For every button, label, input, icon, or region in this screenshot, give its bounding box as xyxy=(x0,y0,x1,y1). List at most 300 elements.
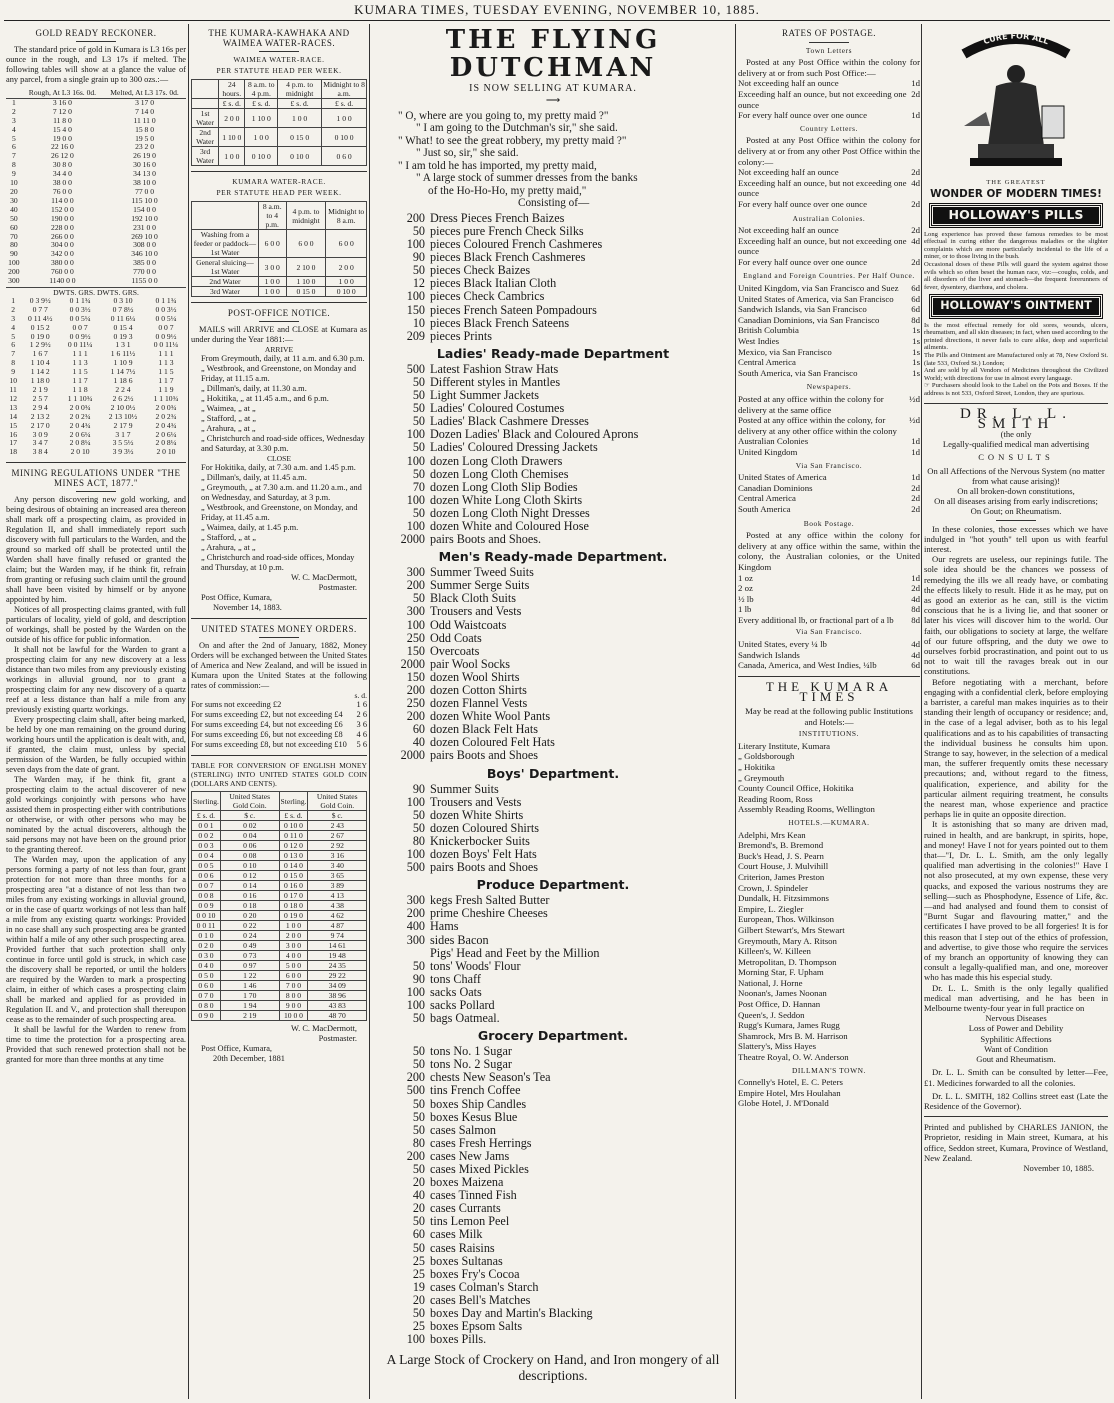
table-header: Sterling. xyxy=(279,792,308,811)
kumara-race-title: KUMARA WATER-RACE. xyxy=(232,177,326,186)
close-list xyxy=(191,463,367,573)
stock-qty: 25 xyxy=(412,1319,425,1334)
conversion-row xyxy=(192,891,367,901)
stock-desc: Ladies' Black Cashmere Dresses xyxy=(430,414,589,429)
smith-consult-letter: Dr. L. L. Smith can be consulted by letter—Fee, £1. Medicines forwarded to all the colonies. xyxy=(924,1067,1108,1088)
table-cell: 2 0 4¾ xyxy=(155,420,177,430)
table-cell: 0 0 7 xyxy=(158,322,174,332)
table-cell: 11 8 0 xyxy=(53,115,72,125)
table-cell: 14 61 xyxy=(308,941,367,951)
stock-desc: tons No. 1 Sugar xyxy=(430,1044,512,1059)
stock-desc: cases Currants xyxy=(430,1201,501,1216)
table-cell: 2 0 10 xyxy=(156,447,176,457)
rate-value: 2d xyxy=(911,167,920,178)
england-rates xyxy=(738,283,920,378)
england-rate xyxy=(738,304,920,315)
table-cell: 29 22 xyxy=(308,971,367,981)
table-cell: 0 15 0 xyxy=(278,128,322,147)
money-order-rate xyxy=(191,720,367,730)
rate-value: 4d xyxy=(911,649,920,660)
stock-desc: Knickerbocker Suits xyxy=(430,833,530,848)
rate-label: United States of America, via San Francisco xyxy=(738,293,894,304)
table-cell: 0 49 xyxy=(220,941,279,951)
rate-value: 8d xyxy=(911,314,920,325)
table-cell: 3 0 0 xyxy=(279,941,308,951)
table-cell: 13 xyxy=(9,402,17,412)
table-cell: 2 10 0½ xyxy=(110,402,136,412)
table-cell: 0 14 xyxy=(220,881,279,891)
rate-label: 2 oz xyxy=(738,583,753,594)
stock-qty: 200 xyxy=(406,1070,425,1085)
table-cell: 1 1 3 xyxy=(72,358,88,368)
stock-item xyxy=(372,934,734,947)
department-heading: Men's Ready-made Department. xyxy=(438,549,668,565)
table-cell: 0 11 0 xyxy=(279,831,308,841)
table-cell: 0 0 7 xyxy=(72,322,88,332)
stock-item xyxy=(372,1012,734,1025)
hotel-entry: Theatre Royal, O. W. Anderson xyxy=(738,1052,849,1063)
stock-item xyxy=(372,579,734,592)
hotels-title: HOTELS.—KUMARA. xyxy=(788,817,870,827)
table-cell: 48 70 xyxy=(308,1011,367,1021)
hotel-entry: Crown, J. Spindeler xyxy=(738,882,808,893)
table-cell: 100 xyxy=(8,258,20,268)
table-cell: 0 15 0 xyxy=(286,287,326,297)
rate-label: United Kingdom, via San Francisco and Suez xyxy=(738,283,899,294)
stock-desc: Ladies' Coloured Dressing Jackets xyxy=(430,440,598,455)
ointment-text: Is the most effectual remedy for old sores, wounds, ulcers, rheumatism, and all skin diseases; in fact, when used according to the printed directions, it never fails to cure alike, deep and superficial ailments. xyxy=(924,321,1108,352)
stock-desc: cases Raisins xyxy=(430,1240,495,1255)
table-cell: 2 0 0 xyxy=(279,931,308,941)
stock-desc: Dress Pieces French Baizes xyxy=(430,210,565,225)
stock-item xyxy=(372,605,734,618)
table-cell: 2 17 0 xyxy=(30,420,50,430)
conversion-table xyxy=(191,791,367,1021)
stock-desc: Odd Waistcoats xyxy=(430,617,507,632)
newspaper-rate xyxy=(738,394,920,415)
stock-qty: 150 xyxy=(406,643,425,658)
rate-label: Exceeding half an ounce, but not exceeding one ounce xyxy=(738,88,907,110)
dillman-hotel-entry: Empire Hotel, Mrs Houlahan xyxy=(738,1087,841,1098)
stock-desc: pairs Boots and Shoes. xyxy=(430,532,542,547)
stock-item xyxy=(372,468,734,481)
table-cell: 19 5 0 xyxy=(135,133,155,143)
rate-value: 1d xyxy=(911,572,920,583)
po-signature-name: W. C. MacDermott, xyxy=(291,573,357,582)
table-cell: 342 0 0 xyxy=(51,249,74,259)
conversion-row xyxy=(192,881,367,891)
stock-qty: 70 xyxy=(412,479,425,494)
table-cell: 16 xyxy=(9,429,17,439)
stock-qty: 60 xyxy=(412,1227,425,1242)
table-cell: 4 0 0 xyxy=(279,951,308,961)
book-rate xyxy=(738,583,920,594)
rate-value: 1d xyxy=(911,446,920,457)
england-rate xyxy=(738,294,920,305)
stock-item xyxy=(372,619,734,632)
table-cell: 0 0 1 xyxy=(192,821,221,831)
table-cell: 1 xyxy=(11,97,16,107)
table-cell: 0 02 xyxy=(220,821,279,831)
stock-qty: 100 xyxy=(406,237,425,252)
gold-head-rough: Rough, At L3 16s. 0d. xyxy=(22,89,103,98)
rate-value: 2d xyxy=(911,583,920,594)
stock-qty: 500 xyxy=(406,1083,425,1098)
australian-rate xyxy=(738,236,920,257)
table-cell: 34 09 xyxy=(308,981,367,991)
arrive-entry: „ Christchurch and road-side offices, Wednesday and Saturday, at 3.30 p.m. xyxy=(201,434,365,453)
table-cell: 2 13 2 xyxy=(30,411,50,421)
kumara-per-head: PER STATUTE HEAD PER WEEK. xyxy=(216,188,342,197)
the-greatest: THE GREATEST xyxy=(986,179,1046,187)
pointing-hand-icon: ☞ xyxy=(924,382,930,390)
table-cell: 770 0 0 xyxy=(133,267,156,277)
stock-item xyxy=(372,251,734,264)
table-cell: 9 xyxy=(11,367,16,377)
stock-item xyxy=(372,507,734,520)
table-cell: 0 16 xyxy=(220,891,279,901)
stock-qty: 50 xyxy=(412,401,425,416)
stock-desc: boxes Kesus Blue xyxy=(430,1109,518,1124)
table-cell: 3 89 xyxy=(308,881,367,891)
column-divider xyxy=(369,24,370,1399)
table-cell: 1 6 11½ xyxy=(110,349,136,359)
table-cell: 2 6 2½ xyxy=(112,393,134,403)
rate-value: 1d xyxy=(911,78,920,89)
stock-item xyxy=(372,1084,734,1097)
mo-signature-role: Postmaster. xyxy=(318,1034,357,1043)
table-header: United States Gold Coin. xyxy=(308,792,367,811)
table-cell: 34 4 0 xyxy=(52,169,72,179)
table-cell: 0 0 6 xyxy=(192,871,221,881)
institutions-title: INSTITUTIONS. xyxy=(798,729,860,739)
smith-condition: Gout and Rheumatism. xyxy=(976,1054,1056,1065)
sf2-rates xyxy=(738,639,920,671)
close-entry: „ Christchurch and road-side offices, Monday and Thursday, at 10 p.m. xyxy=(201,553,355,572)
table-cell: 8 0 0 xyxy=(279,991,308,1001)
banner-ribbon xyxy=(964,39,1068,54)
table-cell: 8 xyxy=(11,358,16,368)
table-cell: 0 7 0 xyxy=(192,991,221,1001)
stock-desc: cases Salmon xyxy=(430,1122,497,1137)
stock-item xyxy=(372,1058,734,1071)
table-cell: 1st Water xyxy=(192,109,219,128)
table-cell: 2 10 0 xyxy=(286,258,326,277)
smith-paragraph: Dr. L. L. Smith is the only legally qualified medical man advertising, and he has been in Melbourne twenty-four year in full practice on xyxy=(924,982,1108,1014)
stock-qty: 50 xyxy=(412,1214,425,1229)
stock-qty: 150 xyxy=(406,302,425,317)
stock-item xyxy=(372,363,734,376)
cure-for-all-illustration xyxy=(924,26,1108,176)
table-cell: 1 1 7 xyxy=(158,376,174,386)
institution-entry: „ Hokitika xyxy=(738,762,775,772)
money-order-rate xyxy=(191,740,367,750)
arrive-entry: „ Arahura, „ at „ xyxy=(201,424,256,433)
table-cell: 2 5 7 xyxy=(32,393,48,403)
stock-item xyxy=(372,1307,734,1320)
stock-item xyxy=(372,1098,734,1111)
table-cell: 154 0 0 xyxy=(133,204,156,214)
table-cell: 0 24 xyxy=(220,931,279,941)
table-cell: 0 0 2 xyxy=(192,831,221,841)
stock-desc: boxes Ship Candles xyxy=(430,1096,527,1111)
table-cell: 2 92 xyxy=(308,841,367,851)
po-signature-role: Postmaster. xyxy=(318,583,357,592)
rate-value: 1s xyxy=(912,336,920,347)
rate-label: Central America xyxy=(738,493,796,504)
stock-qty: 50 xyxy=(412,1306,425,1321)
poem-line: " What! to see the great robbery, my pretty maid ?" xyxy=(398,134,627,147)
rate-label: Canadian Dominions, via San Francisco xyxy=(738,314,880,325)
money-order-rate xyxy=(191,730,367,740)
table-cell: 0 0 3 xyxy=(192,841,221,851)
stock-desc: pieces pure French Check Silks xyxy=(430,224,584,238)
england-rate xyxy=(738,325,920,336)
stock-desc: tons Chaff xyxy=(430,971,481,986)
stock-qty: 50 xyxy=(412,1122,425,1137)
newspaper-rate xyxy=(738,436,920,447)
stock-item xyxy=(372,1228,734,1241)
stock-qty: 20 xyxy=(412,1175,425,1190)
stock-desc: Summer Suits xyxy=(430,781,499,796)
kumara-race-row xyxy=(192,277,367,287)
gold-oz-row xyxy=(6,108,186,117)
stock-item xyxy=(372,290,734,303)
hotel-entry: Empire, L. Ziegler xyxy=(738,903,804,914)
table-cell: 2 0 0¾ xyxy=(155,402,177,412)
kumara-race-table xyxy=(191,201,367,297)
conversion-row xyxy=(192,981,367,991)
po-signature-place: Post Office, Kumara, xyxy=(201,593,273,602)
column-water-post xyxy=(191,26,367,1399)
stock-item xyxy=(372,1189,734,1202)
kumara-times-intro: May be read at the following public Institutions and Hotels:— xyxy=(745,706,913,727)
pills-text-2: Occasional doses of these Pills will guard the system against those evils which so often beset the human race, viz:—coughs, colds, and all disorders of the liver and stomach—the frequent forerunners of fever, dysentery, diarrhœa, and cholera. xyxy=(924,260,1108,291)
england-title: England and Foreign Countries. Per Half Ounce. xyxy=(743,271,915,281)
conversion-row xyxy=(192,971,367,981)
newspaper-rate xyxy=(738,447,920,458)
rate-value: 2d xyxy=(911,198,920,209)
stock-qty: 200 xyxy=(406,906,425,921)
smith-name: DR. L. L. SMITH xyxy=(960,405,1072,432)
table-cell: 6 xyxy=(11,142,16,152)
table-cell: 4 13 xyxy=(308,891,367,901)
table-cell: 17 xyxy=(9,438,17,448)
table-cell: 23 2 0 xyxy=(135,142,155,152)
table-cell: 2 17 9 xyxy=(113,420,133,430)
hotel-entry: Morning Star, F. Upham xyxy=(738,967,824,978)
table-cell: 1 0 0 xyxy=(279,921,308,931)
stock-item xyxy=(372,632,734,645)
stock-qty: 50 xyxy=(412,224,425,238)
table-cell: 15 xyxy=(9,420,17,430)
conversion-row xyxy=(192,991,367,1001)
stock-item xyxy=(372,1071,734,1084)
table-header: 24 hours. xyxy=(219,80,245,99)
stock-desc: Hams xyxy=(430,919,459,934)
table-cell: 0 7 7 xyxy=(32,304,48,314)
table-cell: 10 xyxy=(10,178,18,188)
table-cell: 30 8 0 xyxy=(52,160,72,170)
rate-value: 4d xyxy=(911,639,920,650)
table-cell: 0 10 0 xyxy=(278,147,322,166)
poem-line: " O, where are you going to, my pretty maid ?" xyxy=(398,109,609,122)
stock-desc: chests New Season's Tea xyxy=(430,1070,551,1085)
rate-label: 1 oz xyxy=(738,572,753,583)
stock-desc: pieces Coloured French Cashmeres xyxy=(430,237,603,252)
table-cell: 38 10 0 xyxy=(133,178,156,188)
table-cell: 7 12 0 xyxy=(52,106,72,116)
sf2-rate xyxy=(738,639,920,650)
smith-paragraphs xyxy=(924,524,1108,1014)
country-letters-title: Country Letters. xyxy=(799,123,859,133)
stock-qty: 20 xyxy=(412,1201,425,1216)
hotel-entry: Dundalk, H. Fitzsimmons xyxy=(738,893,829,904)
rate-label: 1 lb xyxy=(738,604,752,615)
dillman-hotels-list xyxy=(738,1077,920,1109)
stock-desc: pieces Check Baizes xyxy=(430,263,531,278)
stock-desc: dozen Boys' Felt Hats xyxy=(430,847,537,862)
hotel-entry: Queen's, J. Seddon xyxy=(738,1009,805,1020)
stock-item xyxy=(372,822,734,835)
table-cell: 5 xyxy=(11,133,16,143)
stock-qty: 50 xyxy=(412,388,425,403)
table-cell: 40 xyxy=(10,204,18,214)
stock-item xyxy=(372,1333,734,1346)
stock-qty: 40 xyxy=(412,735,425,750)
holloway-ointment-banner: HOLLOWAY'S OINTMENT xyxy=(930,295,1102,317)
country-intro: Posted at any Post Office within the colony for delivery at or from any other Post Office within the colony:— xyxy=(738,135,920,167)
table-cell: 115 10 0 xyxy=(131,195,158,205)
table-cell: 0 0 4 xyxy=(192,851,221,861)
table-cell: 4 62 xyxy=(308,911,367,921)
institution-entry: County Council Office, Hokitika xyxy=(738,783,854,794)
rate-value: 2d xyxy=(911,503,920,514)
stock-qty: 100 xyxy=(406,453,425,468)
sf2-rate xyxy=(738,650,920,661)
stock-qty: 300 xyxy=(406,893,425,908)
stock-item xyxy=(372,481,734,494)
poem-line: of the Ho-Ho-Ho, my pretty maid," xyxy=(428,184,587,197)
stock-desc: cases New Jams xyxy=(430,1148,510,1163)
stock-desc: prime Cheshire Cheeses xyxy=(430,906,548,921)
stock-desc: Black Cloth Suits xyxy=(430,591,516,606)
table-cell: 0 0 9½ xyxy=(155,331,177,341)
stock-qty: 300 xyxy=(406,932,425,947)
table-cell: 1 1 10¾ xyxy=(67,393,93,403)
stock-desc: dozen Long Cloth Chemises xyxy=(430,466,569,481)
table-cell: 269 10 0 xyxy=(131,231,158,241)
stock-qty: 12 xyxy=(412,276,425,291)
gold-oz-row xyxy=(6,143,186,152)
stock-item xyxy=(372,736,734,749)
stock-qty: 90 xyxy=(412,971,425,986)
dillman-hotel-entry: Globe Hotel, J. M'Donald xyxy=(738,1098,829,1109)
table-cell: 0 0 8 xyxy=(192,891,221,901)
dutchman-title: THE FLYING DUTCHMAN xyxy=(445,26,661,83)
table-cell: 0 14 0 xyxy=(279,861,308,871)
stock-desc: cases Fresh Herrings xyxy=(430,1135,532,1150)
stock-desc: dozen Long Cloth Night Dresses xyxy=(430,505,590,520)
smith-topics xyxy=(924,466,1108,517)
gold-oz-row xyxy=(6,241,186,250)
table-cell: 0 0 9½ xyxy=(69,331,91,341)
poem-line: " A large stock of summer dresses from the banks xyxy=(416,172,638,185)
table-cell: 0 3 10 xyxy=(113,295,133,305)
mining-paragraph: Any person discovering new gold working, and being desirous of obtaining an increased area thereon shall mark off a prospecting claim, as provided in Regulation II, and shall immediately report such discovery with full particulars to the Warden, and the ground so marked off shall be protected until the Warden shall have finally refused or granted the claim; but the Warden may, if he think fit, refrain from granting or refusing such claim until the ground shall have been visited by himself or by anyone appointed by him. xyxy=(6,495,186,605)
mining-paragraph: Every prospecting claim shall, after being marked, be held by one man remaining on the ground during working hours until the application is dealt with, and, if granted, the claim must, unless by special permission of the Warden, be fully occupied within seven days from the date of grant. xyxy=(6,715,186,775)
po-signature-date: November 14, 1883. xyxy=(213,603,282,612)
arrive-entry: „ Stafford, „ at „ xyxy=(201,414,256,423)
gold-head-melted: Melted, At L3 17s. 0d. xyxy=(103,89,186,98)
stock-qty: 250 xyxy=(406,696,425,711)
newspaper-rate xyxy=(738,415,920,436)
stock-desc: Pigs' Head and Feet by the Million xyxy=(430,945,600,960)
stock-qty: 90 xyxy=(412,781,425,796)
rate-value: 4d xyxy=(911,593,920,604)
table-cell: 30 xyxy=(10,195,18,205)
table-cell: 50 xyxy=(10,213,18,223)
stock-desc: pieces Prints xyxy=(430,328,492,343)
table-cell: 70 xyxy=(10,231,18,241)
book-postage-title: Book Postage. xyxy=(803,518,855,528)
wonder-heading: WONDER OF MODERN TIMES! xyxy=(930,188,1102,201)
stock-qty: 50 xyxy=(412,1044,425,1059)
table-header: 4 p.m. to midnight xyxy=(286,202,326,230)
rate-value: 6d xyxy=(911,283,920,294)
table-cell: 0 04 xyxy=(220,831,279,841)
gold-oz-row xyxy=(6,98,186,107)
smith-consults: CONSULTS xyxy=(978,452,1054,463)
table-cell: 0 22 xyxy=(220,921,279,931)
stock-item xyxy=(372,973,734,986)
stock-qty: 80 xyxy=(412,1135,425,1150)
stock-desc: Overcoats xyxy=(430,643,480,658)
table-cell: 1 0 0 xyxy=(258,277,286,287)
table-cell: 1 0 0 xyxy=(258,287,286,297)
stock-qty: 200 xyxy=(406,1148,425,1163)
dillman-hotel-entry: Connelly's Hotel, E. C. Peters xyxy=(738,1077,843,1088)
stock-qty: 250 xyxy=(406,630,425,645)
stock-desc: pair Wool Socks xyxy=(430,656,511,671)
hotel-entry: National, J. Horne xyxy=(738,977,803,988)
table-cell: 1 0 0 xyxy=(219,147,245,166)
stock-qty: 2000 xyxy=(400,748,425,763)
institution-entry: Literary Institute, Kumara xyxy=(738,740,831,751)
table-cell: 3 1 7 xyxy=(115,429,131,439)
hotels-list xyxy=(738,830,920,1063)
table-cell: 0 11 4½ xyxy=(28,313,53,323)
hotel-entry: Court House, J. Mulvihill xyxy=(738,861,829,872)
masthead-rule xyxy=(4,20,1110,21)
sf-rate xyxy=(738,483,920,494)
table-cell: 0 0 11¼ xyxy=(153,340,179,350)
stock-desc: boxes Sultanas xyxy=(430,1253,503,1268)
arrive-label: ARRIVE xyxy=(264,345,294,354)
post-office-title: POST-OFFICE NOTICE. xyxy=(227,308,331,318)
table-cell: 7 xyxy=(11,349,16,359)
conversion-row xyxy=(192,951,367,961)
town-intro: Posted at any Post Office within the colony for delivery at or from such Post Office:— xyxy=(738,57,920,78)
banner-text: CURE FOR ALL xyxy=(982,31,1050,47)
stock-qty: 100 xyxy=(406,518,425,533)
smith-paragraph: In these colonies, those excesses which we have indulged in "hot youth" tell upon us with fearful interest. xyxy=(924,523,1108,554)
waimea-title: WAIMEA WATER-RACE. xyxy=(233,55,325,64)
pedestal-icon xyxy=(978,144,1054,158)
dutchman-poem xyxy=(372,110,734,210)
table-header: £ s. d. xyxy=(245,99,278,109)
stock-qty: 90 xyxy=(412,250,425,265)
